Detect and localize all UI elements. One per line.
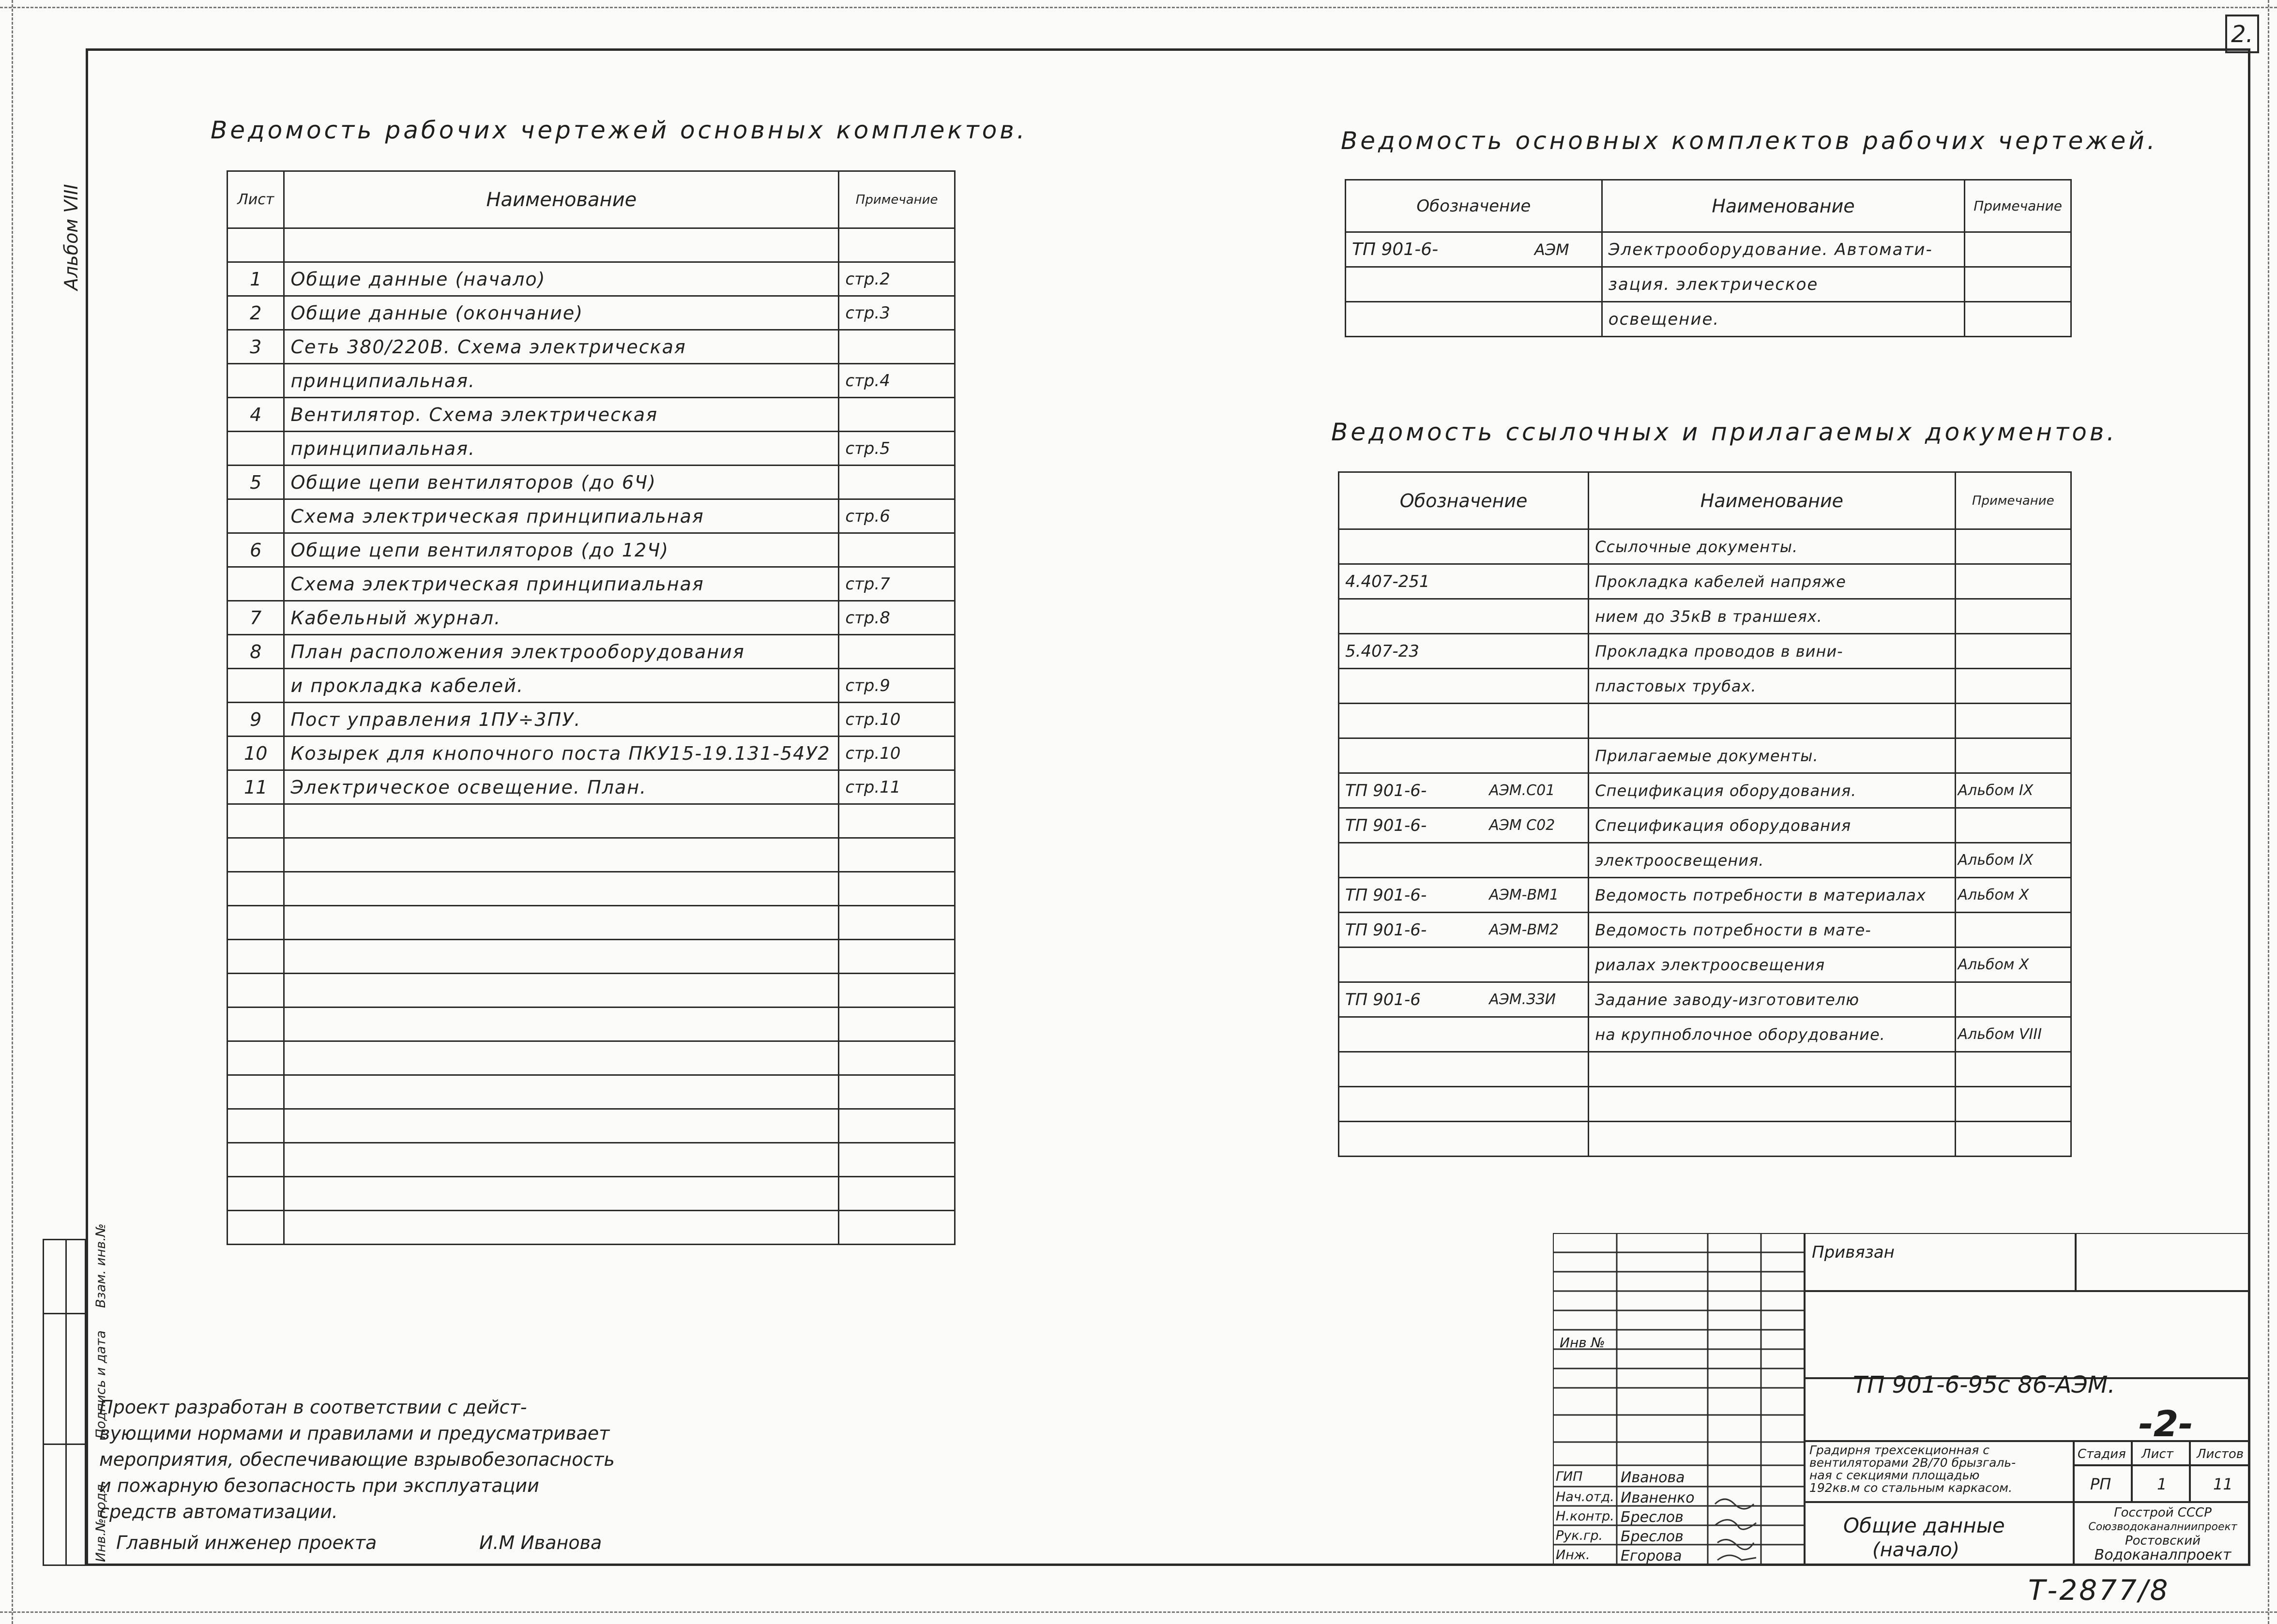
name-cell: План расположения электрооборудования bbox=[284, 635, 839, 669]
designation-suffix-cell: АЭМ С02 bbox=[1483, 808, 1588, 843]
table-row bbox=[228, 770, 955, 804]
sheet-label: Лист bbox=[2141, 1447, 2173, 1461]
side-stamp bbox=[43, 1223, 108, 1566]
chief-engineer-label: Главный инженер проекта bbox=[116, 1532, 377, 1553]
designation-cell bbox=[1339, 1052, 1484, 1087]
table-header-row bbox=[228, 171, 955, 228]
note-cell bbox=[1955, 982, 2071, 1017]
table-row bbox=[228, 635, 955, 669]
table-row bbox=[1339, 1052, 2071, 1087]
table-row bbox=[1339, 1087, 2071, 1122]
sheet-number-cell: 8 bbox=[228, 635, 284, 669]
designation-suffix-cell bbox=[1483, 1017, 1588, 1052]
sheet-number-cell bbox=[228, 499, 284, 533]
name-cell bbox=[284, 1143, 839, 1177]
stage-value: РП bbox=[2090, 1475, 2111, 1493]
designation-suffix-cell bbox=[1483, 634, 1588, 669]
table-header-row bbox=[1346, 180, 2071, 232]
note-cell bbox=[839, 838, 955, 872]
designation-cell bbox=[1339, 704, 1484, 738]
designation-cell bbox=[1339, 529, 1484, 564]
sheet-number-cell bbox=[228, 838, 284, 872]
inv-label: Инв № bbox=[1560, 1335, 1605, 1351]
sheet-number-cell bbox=[228, 1211, 284, 1245]
name-cell bbox=[284, 906, 839, 940]
designation-suffix-cell: АЭМ-ВМ1 bbox=[1483, 878, 1588, 913]
name-cell bbox=[1589, 1052, 1955, 1087]
sheet-value: 1 bbox=[2157, 1475, 2167, 1493]
sheet-edge-right bbox=[2268, 0, 2269, 1624]
table-row bbox=[228, 669, 955, 703]
archive-code: Т-2877/8 bbox=[2028, 1574, 2170, 1607]
header-cell: Примечание bbox=[1955, 472, 2071, 529]
name-cell: Прокладка проводов в вини- bbox=[1589, 634, 1955, 669]
note-cell bbox=[839, 330, 955, 364]
name-cell: Общие данные (начало) bbox=[284, 262, 839, 296]
designation-suffix-cell bbox=[1483, 947, 1588, 982]
sheets-label: Листов bbox=[2197, 1447, 2244, 1461]
name-4: Бреслов bbox=[1621, 1528, 1684, 1545]
name-cell: Ведомость потребности в мате- bbox=[1589, 913, 1955, 947]
name-5: Егорова bbox=[1621, 1548, 1682, 1564]
table-row bbox=[228, 364, 955, 398]
designation-cell bbox=[1339, 738, 1484, 773]
sheet-number: 2. bbox=[2225, 15, 2259, 53]
table-row bbox=[228, 838, 955, 872]
designation-cell bbox=[1346, 302, 1529, 337]
name-cell: Пост управления 1ПУ÷3ПУ. bbox=[284, 703, 839, 737]
table-row bbox=[1339, 1122, 2071, 1157]
sheet-number-cell: 2 bbox=[228, 296, 284, 330]
designation-suffix-cell bbox=[1483, 599, 1588, 634]
organization: Госстрой СССР Союзводоканалниипроект Ростовский Водоканалпроект bbox=[2088, 1505, 2237, 1564]
designation-suffix-cell bbox=[1483, 1052, 1588, 1087]
note-cell: Альбом X bbox=[1955, 947, 2071, 982]
note-cell: стр.3 bbox=[839, 296, 955, 330]
table-row bbox=[228, 1211, 955, 1245]
note-cell bbox=[1955, 808, 2071, 843]
designation-suffix-cell bbox=[1483, 704, 1588, 738]
note-cell bbox=[839, 1109, 955, 1143]
note-line-5: средств автоматизации. bbox=[99, 1501, 338, 1522]
table-row bbox=[228, 974, 955, 1007]
note-line-2: вующими нормами и правилами и предусматривает bbox=[99, 1423, 610, 1444]
note-cell bbox=[839, 398, 955, 432]
name-cell: Задание заводу-изготовителю bbox=[1589, 982, 1955, 1017]
table-row bbox=[228, 262, 955, 296]
role-5: Инж. bbox=[1556, 1548, 1590, 1563]
table-row bbox=[1339, 913, 2071, 947]
note-cell: стр.2 bbox=[839, 262, 955, 296]
sheet-edge-left bbox=[12, 0, 13, 1624]
designation-suffix-cell bbox=[1483, 669, 1588, 704]
table-row bbox=[1339, 634, 2071, 669]
designation-cell bbox=[1339, 947, 1484, 982]
sheet-number-cell bbox=[228, 669, 284, 703]
sheet-number-cell: 11 bbox=[228, 770, 284, 804]
note-cell bbox=[839, 906, 955, 940]
name-cell: Ссылочные документы. bbox=[1589, 529, 1955, 564]
note-cell: стр.8 bbox=[839, 601, 955, 635]
sheet-number-cell: 3 bbox=[228, 330, 284, 364]
note-cell bbox=[839, 940, 955, 974]
name-cell: Прилагаемые документы. bbox=[1589, 738, 1955, 773]
note-cell: стр.10 bbox=[839, 703, 955, 737]
designation-suffix-cell bbox=[1483, 564, 1588, 599]
table-row bbox=[228, 1075, 955, 1109]
designation-suffix-cell bbox=[1483, 1087, 1588, 1122]
sheet-number-cell: 1 bbox=[228, 262, 284, 296]
table-row bbox=[228, 906, 955, 940]
sheet-edge-bottom bbox=[0, 1611, 2277, 1613]
sheet-number-cell bbox=[228, 364, 284, 398]
designation-cell bbox=[1346, 267, 1529, 302]
sheet-number-cell: 9 bbox=[228, 703, 284, 737]
note-cell: стр.10 bbox=[839, 737, 955, 770]
sheet-number-cell: 5 bbox=[228, 466, 284, 499]
table-row bbox=[1339, 738, 2071, 773]
note-cell bbox=[1965, 232, 2071, 267]
name-cell: Спецификация оборудования. bbox=[1589, 773, 1955, 808]
doc-title-line-1: Общие данные bbox=[1843, 1514, 2005, 1537]
table-row bbox=[228, 601, 955, 635]
name-cell: Схема электрическая принципиальная bbox=[284, 499, 839, 533]
header-cell: Наименование bbox=[284, 171, 839, 228]
name-cell bbox=[284, 1041, 839, 1075]
table-row bbox=[228, 1041, 955, 1075]
role-4: Рук.гр. bbox=[1556, 1528, 1603, 1543]
note-cell bbox=[1955, 529, 2071, 564]
name-cell bbox=[284, 974, 839, 1007]
note-cell bbox=[839, 466, 955, 499]
note-line-1: Проект разработан в соответствии с дейст- bbox=[99, 1397, 527, 1418]
side-stamp-label-3: Инв.№подл. bbox=[93, 1480, 108, 1562]
name-cell: пластовых трубах. bbox=[1589, 669, 1955, 704]
designation-suffix-cell bbox=[1483, 529, 1588, 564]
note-cell bbox=[839, 533, 955, 567]
sheet-number-cell bbox=[228, 1109, 284, 1143]
table-row bbox=[1339, 564, 2071, 599]
name-cell: Кабельный журнал. bbox=[284, 601, 839, 635]
sheet-mark: -2- bbox=[2139, 1403, 2193, 1445]
table-row bbox=[228, 432, 955, 466]
name-cell bbox=[284, 1177, 839, 1211]
designation-cell bbox=[1339, 669, 1484, 704]
name-cell bbox=[284, 804, 839, 838]
designation-cell bbox=[1339, 599, 1484, 634]
designation-cell: ТП 901-6- bbox=[1339, 878, 1484, 913]
sheet-number-cell bbox=[228, 567, 284, 601]
note-cell bbox=[839, 1041, 955, 1075]
table-row bbox=[1339, 947, 2071, 982]
sheets-value: 11 bbox=[2213, 1475, 2233, 1493]
table-row bbox=[1339, 599, 2071, 634]
designation-cell: 5.407-23 bbox=[1339, 634, 1484, 669]
note-cell bbox=[839, 635, 955, 669]
table-row bbox=[228, 398, 955, 432]
note-cell: Альбом X bbox=[1955, 878, 2071, 913]
table-row bbox=[1339, 773, 2071, 808]
note-cell bbox=[839, 1143, 955, 1177]
note-cell bbox=[839, 1007, 955, 1041]
table-row bbox=[228, 1177, 955, 1211]
name-cell: риалах электроосвещения bbox=[1589, 947, 1955, 982]
left-table-title: Ведомость рабочих чертежей основных комплектов. bbox=[211, 116, 1028, 144]
working-drawings-table bbox=[227, 170, 956, 1245]
doc-title-line-2: (начало) bbox=[1872, 1539, 1960, 1561]
table-row bbox=[1339, 982, 2071, 1017]
note-cell bbox=[1955, 564, 2071, 599]
name-cell bbox=[284, 940, 839, 974]
name-cell: Общие цепи вентиляторов (до 12Ч) bbox=[284, 533, 839, 567]
header-cell: Наименование bbox=[1589, 472, 1955, 529]
note-cell bbox=[1955, 738, 2071, 773]
note-cell bbox=[1965, 302, 2071, 337]
note-cell bbox=[1965, 267, 2071, 302]
name-cell: принципиальная. bbox=[284, 364, 839, 398]
table-header-row bbox=[1339, 472, 2071, 529]
stage-label: Стадия bbox=[2078, 1447, 2126, 1461]
project-description: Градирня трехсекционная с вентиляторами 2В/70 брызгаль- ная с секциями площадью 192кв.м со стальным каркасом. bbox=[1809, 1443, 2016, 1495]
name-cell bbox=[284, 1075, 839, 1109]
side-stamp-label-1: Взам. инв.№ bbox=[93, 1223, 108, 1308]
sheet-number-cell: 4 bbox=[228, 398, 284, 432]
designation-suffix-cell bbox=[1483, 843, 1588, 878]
sheet-number-cell bbox=[228, 872, 284, 906]
designation-suffix-cell bbox=[1483, 1122, 1588, 1157]
sheet-number-cell bbox=[228, 1143, 284, 1177]
designation-suffix-cell bbox=[1529, 267, 1602, 302]
album-side-label: Альбом VIII bbox=[61, 184, 82, 290]
note-cell: стр.11 bbox=[839, 770, 955, 804]
note-cell bbox=[839, 804, 955, 838]
note-cell: стр.5 bbox=[839, 432, 955, 466]
sheet-edge-top bbox=[0, 7, 2277, 8]
table-row bbox=[228, 1109, 955, 1143]
table-row bbox=[228, 1007, 955, 1041]
name-cell bbox=[1589, 704, 1955, 738]
name-cell: и прокладка кабелей. bbox=[284, 669, 839, 703]
role-1: ГИП bbox=[1556, 1469, 1583, 1484]
designation-cell: 4.407-251 bbox=[1339, 564, 1484, 599]
name-cell: нием до 35кВ в траншеях. bbox=[1589, 599, 1955, 634]
privyazan-label: Привязан bbox=[1812, 1243, 1895, 1262]
note-cell bbox=[839, 872, 955, 906]
designation-cell bbox=[1339, 843, 1484, 878]
name-cell: на крупноблочное оборудование. bbox=[1589, 1017, 1955, 1052]
header-cell: Обозначение bbox=[1346, 180, 1602, 232]
note-cell: стр.9 bbox=[839, 669, 955, 703]
name-2: Иваненко bbox=[1621, 1489, 1695, 1506]
table-row bbox=[1339, 669, 2071, 704]
note-cell bbox=[1955, 1122, 2071, 1157]
name-cell: зация. электрическое bbox=[1602, 267, 1964, 302]
table-row bbox=[228, 703, 955, 737]
ref-docs-table bbox=[1338, 471, 2072, 1157]
name-cell: Электрическое освещение. План. bbox=[284, 770, 839, 804]
sheet-number-cell bbox=[228, 1075, 284, 1109]
table-row bbox=[1339, 843, 2071, 878]
note-cell bbox=[839, 228, 955, 262]
table-row bbox=[1346, 302, 2071, 337]
table-row bbox=[1339, 878, 2071, 913]
header-cell: Обозначение bbox=[1339, 472, 1589, 529]
name-cell: Сеть 380/220В. Схема электрическая bbox=[284, 330, 839, 364]
note-line-4: и пожарную безопасность при эксплуатации bbox=[99, 1475, 539, 1496]
side-stamp-label-2: Подпись и дата bbox=[93, 1330, 108, 1439]
name-cell: освещение. bbox=[1602, 302, 1964, 337]
role-2: Нач.отд. bbox=[1556, 1489, 1614, 1504]
designation-suffix-cell bbox=[1483, 738, 1588, 773]
note-cell bbox=[1955, 1052, 2071, 1087]
name-cell: Прокладка кабелей напряже bbox=[1589, 564, 1955, 599]
sheet-number-cell bbox=[228, 432, 284, 466]
note-cell: Альбом IX bbox=[1955, 843, 2071, 878]
designation-suffix-cell: АЭМ.С01 bbox=[1483, 773, 1588, 808]
sheet-number-cell bbox=[228, 228, 284, 262]
top-right-table-title: Ведомость основных комплектов рабочих чертежей. bbox=[1341, 127, 2158, 155]
project-code: ТП 901-6-95с 86-АЭМ. bbox=[1853, 1371, 2115, 1398]
sheet-number-cell bbox=[228, 940, 284, 974]
table-row bbox=[228, 228, 955, 262]
name-cell: Спецификация оборудования bbox=[1589, 808, 1955, 843]
name-cell bbox=[284, 838, 839, 872]
name-cell bbox=[1589, 1122, 1955, 1157]
note-cell: Альбом IX bbox=[1955, 773, 2071, 808]
name-cell: Общие цепи вентиляторов (до 6Ч) bbox=[284, 466, 839, 499]
name-cell: Ведомость потребности в материалах bbox=[1589, 878, 1955, 913]
table-row bbox=[228, 296, 955, 330]
designation-cell: ТП 901-6 bbox=[1339, 982, 1484, 1017]
note-cell: стр.7 bbox=[839, 567, 955, 601]
designation-suffix-cell: АЭМ bbox=[1529, 232, 1602, 267]
table-row bbox=[1339, 1017, 2071, 1052]
table-row bbox=[228, 1143, 955, 1177]
designation-cell: ТП 901-6- bbox=[1339, 808, 1484, 843]
table-row bbox=[228, 330, 955, 364]
name-cell: Схема электрическая принципиальная bbox=[284, 567, 839, 601]
table-row bbox=[228, 940, 955, 974]
note-cell bbox=[1955, 599, 2071, 634]
designation-cell bbox=[1339, 1122, 1484, 1157]
designation-cell: ТП 901-6- bbox=[1346, 232, 1529, 267]
name-cell: Общие данные (окончание) bbox=[284, 296, 839, 330]
sheet-number-cell bbox=[228, 1177, 284, 1211]
designation-suffix-cell: АЭМ-ВМ2 bbox=[1483, 913, 1588, 947]
designation-cell bbox=[1339, 1087, 1484, 1122]
signature-marks bbox=[1715, 1499, 1756, 1560]
table-row bbox=[228, 533, 955, 567]
note-line-3: мероприятия, обеспечивающие взрывобезопасность bbox=[99, 1449, 615, 1470]
note-cell bbox=[839, 974, 955, 1007]
note-cell bbox=[839, 1177, 955, 1211]
name-cell bbox=[284, 872, 839, 906]
name-cell: Электрооборудование. Автомати- bbox=[1602, 232, 1964, 267]
sheet-number-cell: 7 bbox=[228, 601, 284, 635]
sheet-number-cell bbox=[228, 1007, 284, 1041]
header-cell: Примечание bbox=[1965, 180, 2071, 232]
name-cell bbox=[284, 1007, 839, 1041]
name-3: Бреслов bbox=[1621, 1509, 1684, 1526]
table-row bbox=[1339, 808, 2071, 843]
sheet-number-cell: 10 bbox=[228, 737, 284, 770]
note-cell bbox=[1955, 913, 2071, 947]
note-cell: стр.6 bbox=[839, 499, 955, 533]
note-cell bbox=[1955, 669, 2071, 704]
table-row bbox=[1339, 704, 2071, 738]
note-cell: стр.4 bbox=[839, 364, 955, 398]
table-row bbox=[228, 499, 955, 533]
role-3: Н.контр. bbox=[1556, 1509, 1614, 1524]
designation-suffix-cell: АЭМ.ЗЗИ bbox=[1483, 982, 1588, 1017]
note-cell bbox=[839, 1211, 955, 1245]
name-cell bbox=[284, 1211, 839, 1245]
note-cell bbox=[1955, 1087, 2071, 1122]
table-row bbox=[228, 872, 955, 906]
header-cell: Примечание bbox=[839, 171, 955, 228]
designation-cell: ТП 901-6- bbox=[1339, 773, 1484, 808]
designation-suffix-cell bbox=[1529, 302, 1602, 337]
name-cell: принципиальная. bbox=[284, 432, 839, 466]
header-cell: Наименование bbox=[1602, 180, 1964, 232]
sheet-number-cell bbox=[228, 906, 284, 940]
sheet-number-cell bbox=[228, 974, 284, 1007]
table-row bbox=[228, 466, 955, 499]
table-row bbox=[228, 567, 955, 601]
table-row bbox=[1346, 232, 2071, 267]
name-1: Иванова bbox=[1621, 1469, 1685, 1486]
name-cell: Козырек для кнопочного поста ПКУ15-19.131-54У2 bbox=[284, 737, 839, 770]
designation-cell: ТП 901-6- bbox=[1339, 913, 1484, 947]
table-row bbox=[228, 737, 955, 770]
sheet-number-cell: 6 bbox=[228, 533, 284, 567]
main-sets-table bbox=[1345, 179, 2072, 337]
designation-cell bbox=[1339, 1017, 1484, 1052]
table-row bbox=[1346, 267, 2071, 302]
note-cell bbox=[1955, 704, 2071, 738]
table-row bbox=[1339, 529, 2071, 564]
ref-table-title: Ведомость ссылочных и прилагаемых документов. bbox=[1331, 418, 2118, 446]
title-block bbox=[1553, 1233, 2250, 1566]
name-cell: Вентилятор. Схема электрическая bbox=[284, 398, 839, 432]
note-cell bbox=[1955, 634, 2071, 669]
table-row bbox=[228, 804, 955, 838]
name-cell: электроосвещения. bbox=[1589, 843, 1955, 878]
name-cell bbox=[284, 1109, 839, 1143]
chief-engineer-name: И.М Иванова bbox=[479, 1532, 602, 1553]
note-cell bbox=[839, 1075, 955, 1109]
note-cell: Альбом VIII bbox=[1955, 1017, 2071, 1052]
sheet-number-cell bbox=[228, 1041, 284, 1075]
sheet-number-cell bbox=[228, 804, 284, 838]
name-cell bbox=[1589, 1087, 1955, 1122]
header-cell: Лист bbox=[228, 171, 284, 228]
name-cell bbox=[284, 228, 839, 262]
